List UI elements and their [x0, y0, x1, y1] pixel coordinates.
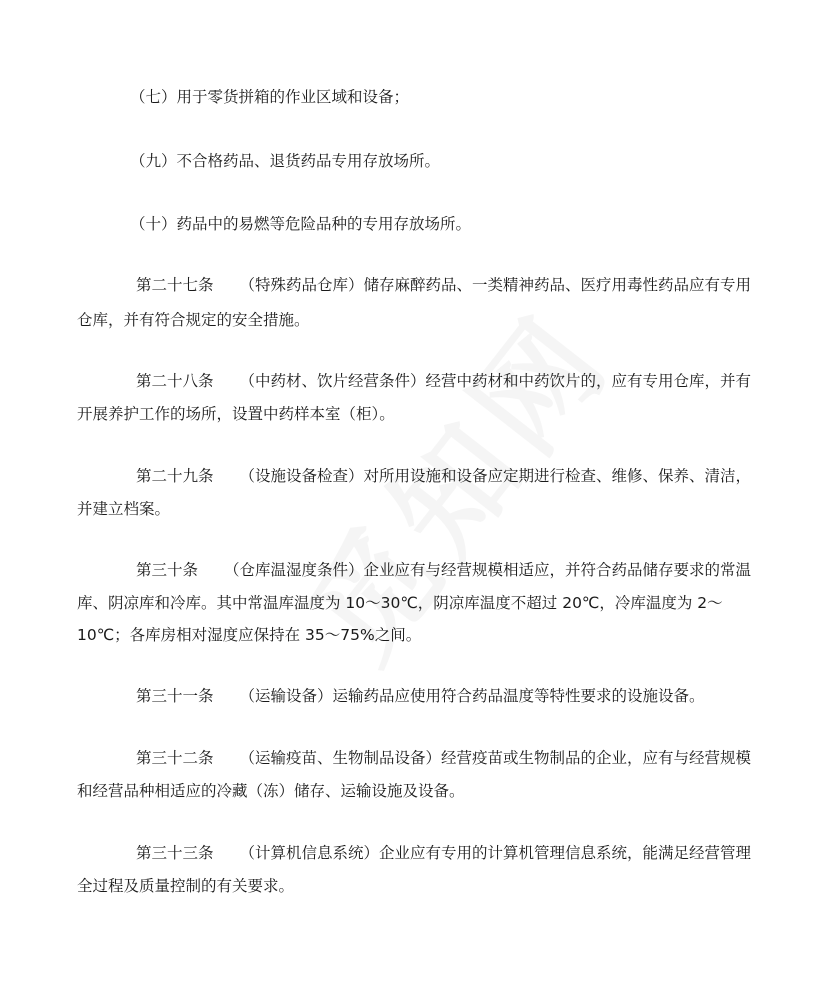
- article-number: 第二十七条: [136, 276, 214, 294]
- list-item: （七）用于零货拼箱的作业区域和设备；: [130, 88, 410, 106]
- article-number: 第三十二条: [136, 749, 214, 767]
- article-32-line: 和经营品种相适应的冷藏（冻）储存、运输设施及设备。: [77, 782, 465, 800]
- article-title: （运输设备）: [239, 687, 333, 705]
- article-30-first-line: 第三十条 （仓库温湿度条件）企业应有与经营规模相适应，并符合药品储存要求的常温: [136, 561, 752, 579]
- article-31-first-line: 第三十一条 （运输设备）运输药品应使用符合药品温度等特性要求的设施设备。: [136, 687, 705, 705]
- article-32-first-line: 第三十二条 （运输疫苗、生物制品设备）经营疫苗或生物制品的企业，应有与经营规模: [136, 749, 752, 767]
- article-title: （设施设备检查）: [239, 467, 364, 485]
- article-title: （计算机信息系统）: [239, 844, 380, 862]
- article-title: （特殊药品仓库）: [239, 276, 364, 294]
- article-29-first-line: 第二十九条 （设施设备检查）对所用设施和设备应定期进行检查、维修、保养、清洁，: [136, 467, 752, 485]
- article-number: 第三十三条: [136, 844, 214, 862]
- article-number: 第二十九条: [136, 467, 214, 485]
- article-number: 第三十条: [136, 561, 199, 579]
- list-item: （九）不合格药品、退货药品专用存放场所。: [130, 152, 441, 170]
- article-30-line: 库、阴凉库和冷库。其中常温库温度为 10～30℃，阴凉库温度不超过 20℃，冷库温度为 2～: [77, 594, 723, 612]
- article-title: （中药材、饮片经营条件）: [239, 372, 426, 390]
- article-number: 第三十一条: [136, 687, 214, 705]
- list-item: （十）药品中的易燃等危险品种的专用存放场所。: [130, 215, 472, 233]
- article-27-first-line: 第二十七条 （特殊药品仓库）储存麻醉药品、一类精神药品、医疗用毒性药品应有专用: [136, 276, 752, 294]
- article-28-line: 开展养护工作的场所，设置中药样本室（柜）。: [77, 405, 395, 423]
- article-title: （运输疫苗、生物制品设备）: [239, 749, 442, 767]
- article-title: （仓库温湿度条件）: [224, 561, 364, 579]
- article-29-line: 并建立档案。: [77, 500, 171, 518]
- article-33-first-line: 第三十三条 （计算机信息系统）企业应有专用的计算机管理信息系统，能满足经营管理: [136, 844, 752, 862]
- article-27-line: 仓库，并有符合规定的安全措施。: [77, 311, 310, 329]
- article-30-line: 10℃；各库房相对湿度应保持在 35～75%之间。: [77, 626, 422, 644]
- article-33-line: 全过程及质量控制的有关要求。: [77, 877, 295, 895]
- article-number: 第二十八条: [136, 372, 214, 390]
- article-28-first-line: 第二十八条 （中药材、饮片经营条件）经营中药材和中药饮片的，应有专用仓库，并有: [136, 372, 752, 390]
